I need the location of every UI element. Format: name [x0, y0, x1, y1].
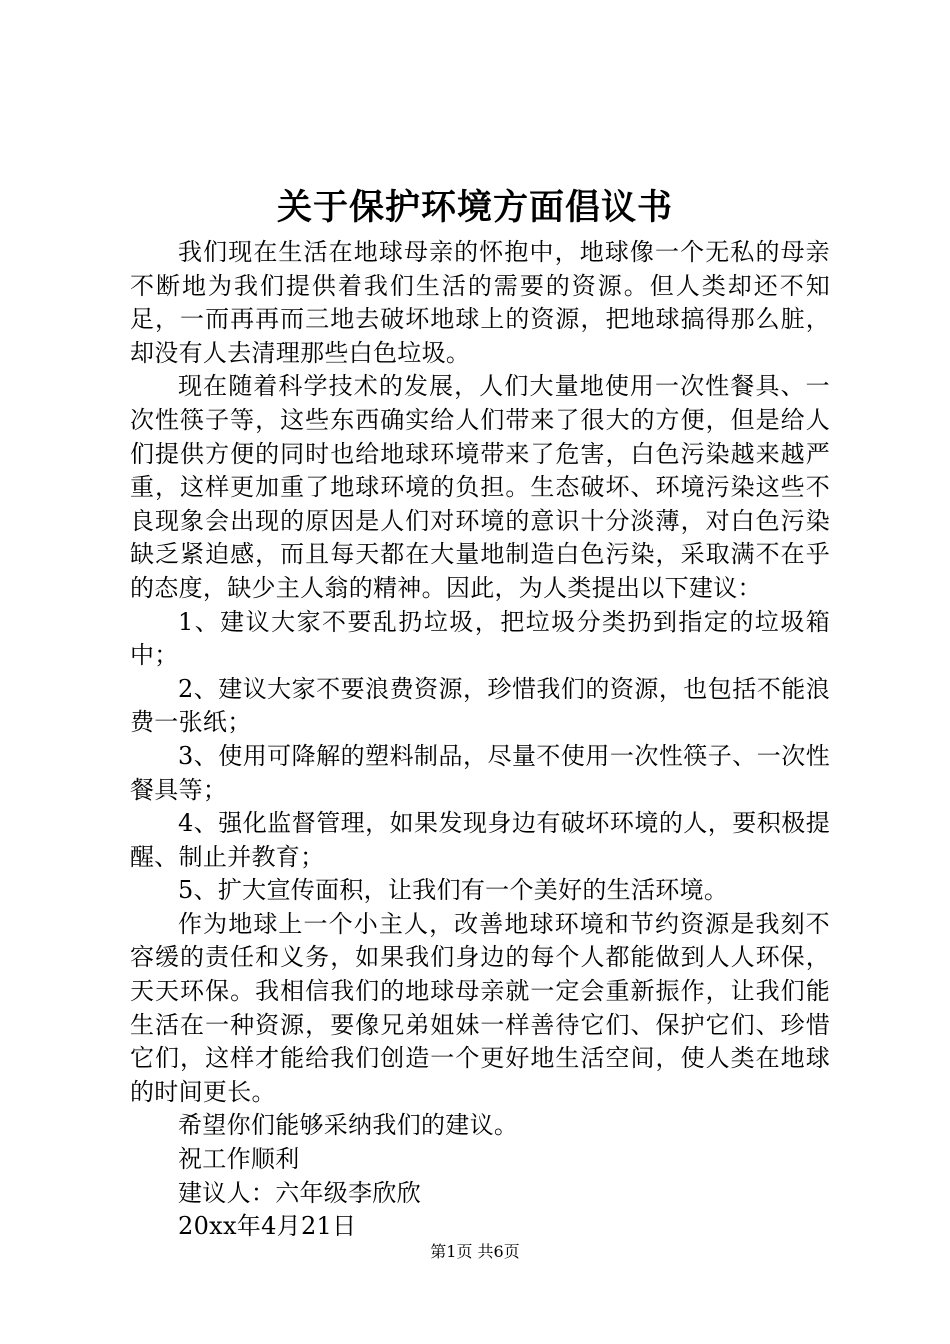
signature-line: 建议人：六年级李欣欣: [178, 1178, 421, 1207]
suggestion-4: 4、强化监督管理，如果发现身边有破坏环境的人，要积极提醒、制止并教育；: [130, 809, 830, 871]
date-line: 20xx年4月21日: [178, 1212, 357, 1241]
paragraph-conclusion: 作为地球上一个小主人，改善地球环境和节约资源是我刻不容缓的责任和义务，如果我们身边的每个人都能做到人人环保，天天环保。我相信我们的地球母亲就一定会重新振作，让我们能生活在一种资源，要像兄弟姐妹一样善待它们、保护它们、珍惜它们，这样才能给我们创造一个更好地生活空间，使人类在地球的时间更长。: [130, 909, 830, 1106]
suggestion-5: 5、扩大宣传面积，让我们有一个美好的生活环境。: [178, 876, 729, 905]
suggestion-1: 1、建议大家不要乱扔垃圾，把垃圾分类扔到指定的垃圾箱中；: [130, 607, 830, 670]
document-title: 关于保护环境方面倡议书: [276, 187, 673, 228]
suggestion-2: 2、建议大家不要浪费资源，珍惜我们的资源，也包括不能浪费一张纸；: [130, 674, 830, 737]
closing-hope: 希望你们能够采纳我们的建议。: [178, 1111, 519, 1140]
page-footer: 第1页 共6页: [430, 1242, 520, 1261]
paragraph-problem: 现在随着科学技术的发展，人们大量地使用一次性餐具、一次性筷子等，这些东西确实给人们带来了很大的方便，但是给人们提供方便的同时也给地球环境带来了危害，白色污染越来越严重，这样更加重了地球环境的负担。生态破坏、环境污染这些不良现象会出现的原因是人们对环境的意识十分淡薄，对白色污染缺乏紧迫感，而且每天都在大量地制造白色污染，采取满不在乎的态度，缺少主人翁的精神。因此，为人类提出以下建议：: [130, 372, 830, 602]
document-body: [130, 236, 830, 1244]
closing-wish: 祝工作顺利: [178, 1145, 300, 1174]
suggestion-3: 3、使用可降解的塑料制品，尽量不使用一次性筷子、一次性餐具等；: [130, 741, 830, 804]
paragraph-intro: 我们现在生活在地球母亲的怀抱中，地球像一个无私的母亲不断地为我们提供着我们生活的需要的资源。但人类却还不知足，一而再再而三地去破坏地球上的资源，把地球搞得那么脏，却没有人去清理那些白色垃圾。: [130, 238, 830, 367]
